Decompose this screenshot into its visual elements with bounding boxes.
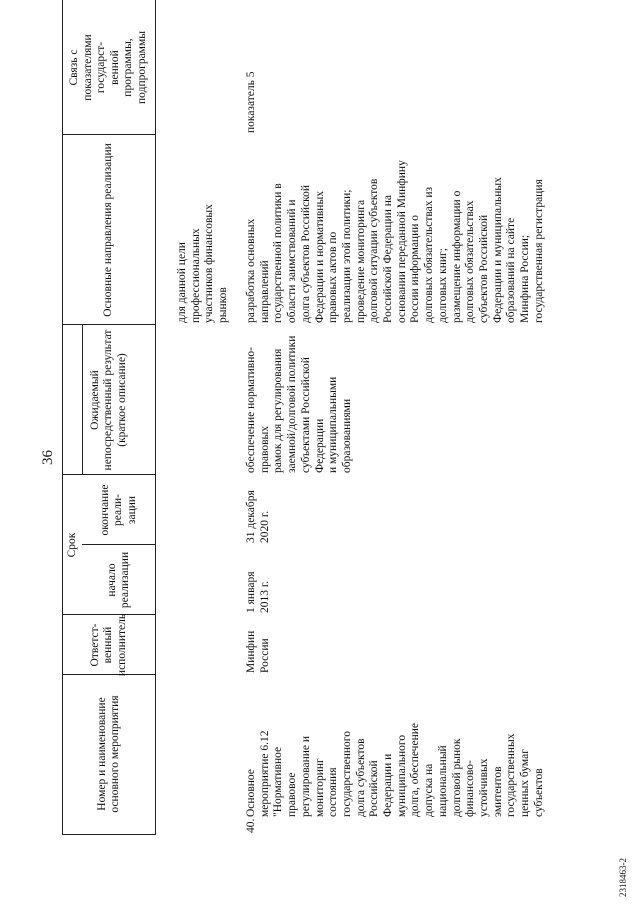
responsible-executor: Минфин России (245, 630, 271, 673)
header-number-name: Номер и наименование основного мероприятия (95, 695, 121, 813)
continuation-directions: для данной цели профессиональных участников финансовых рынков (176, 204, 230, 323)
header-link: Связь с показателями государст- венной программы, подпрограммы (68, 31, 148, 104)
page-number: 36 (40, 450, 56, 465)
row-number: 40. (245, 818, 257, 833)
header-term: Срок (66, 532, 79, 558)
end-date: 31 декабря 2020 г. (245, 490, 271, 543)
column-divider (62, 324, 155, 325)
header-directions: Основные направления реализации (102, 143, 115, 317)
table-left-border (62, 834, 155, 835)
header-end: окончание реали- зации (98, 484, 138, 536)
implementation-directions: разработка основных направлений государственной политики в области заимствований и долга субъектов Российской Федерации и нормативных правовых актов по реализации этой политики; проведение мониторинга долговой ситуации субъектов Российской Федерации на основании переданной Минфину России информации о долговых обязательствах из долговых книг; размещение информации о долговых обязательствах субъектов Российской Федерации и муниципальных образований на сайте Минфина России; государственная регистрация (245, 160, 545, 323)
expected-result: обеспечение нормативно-правовых рамок для регулирования заемной/долговой политики субъектами Российской Федерации и муниципальными образованиями (245, 335, 353, 473)
indicator-link: показатель 5 (245, 71, 257, 133)
start-date: 1 января 2013 г. (245, 571, 271, 613)
header-bottom-border (155, 0, 156, 835)
header-executor: Ответст- венный исполнитель (88, 613, 128, 677)
header-result: Ожидаемый непосредственный результат (краткое описание) (88, 329, 128, 471)
document-code: 2318463-2 (618, 858, 628, 897)
header-start: начало реализации (105, 551, 131, 609)
measure-name: Основное мероприятие 6.12 "Нормативное правовое регулирование и мониторинг состояния государственного долга субъектов Российской Федерации и муниципального долга, обеспечение допуска на национальный долговой рынок финансово- устойчивых эмитентов государственных ценных бумаг субъектов (245, 723, 545, 817)
